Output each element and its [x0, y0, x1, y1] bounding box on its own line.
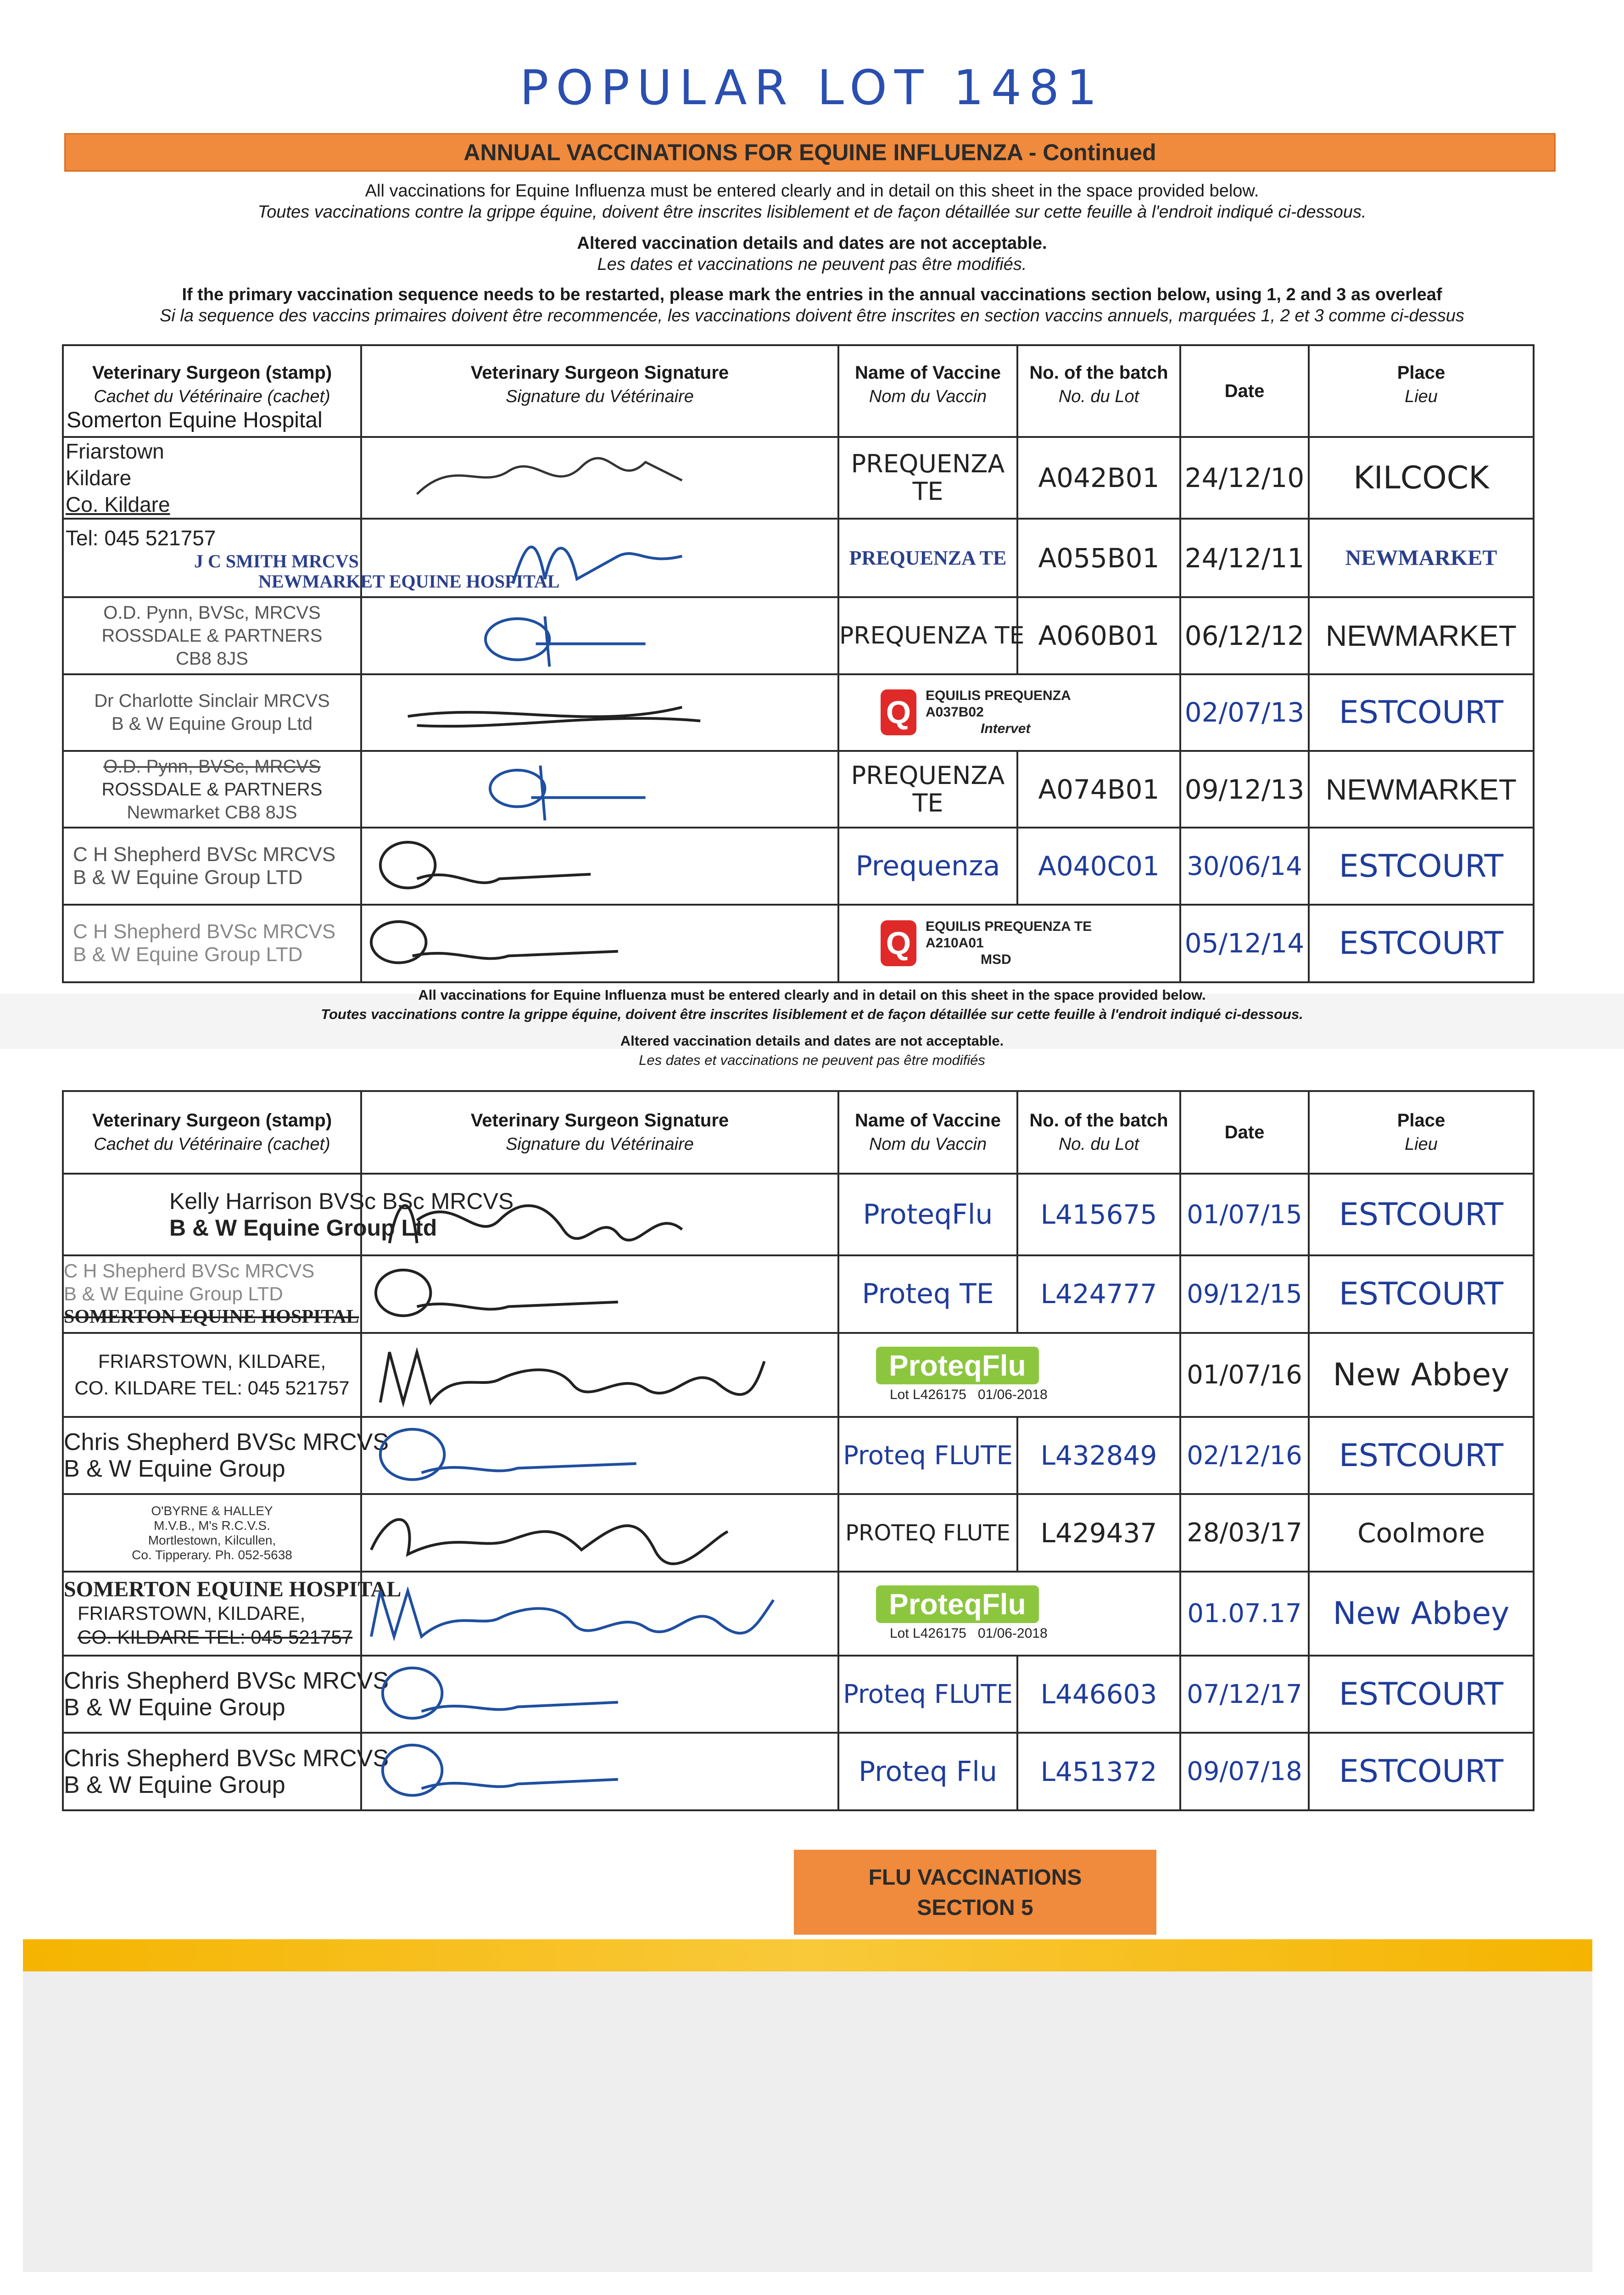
- signature: [361, 1255, 838, 1332]
- signature: [361, 1494, 838, 1571]
- vaccination-date: 06/12/12: [1180, 597, 1309, 674]
- vaccination-place: ESTCOURT: [1309, 1255, 1534, 1332]
- surgeon-stamp: Chris Shepherd BVSc MRCVS B & W Equine Group: [63, 1417, 361, 1494]
- table-row: [63, 751, 1534, 828]
- signature-scribble: [362, 1573, 837, 1655]
- vaccine-sticker: ProteqFlu Lot L426175 01/06-2018: [838, 1333, 1180, 1417]
- vaccination-place: ESTCOURT: [1309, 1656, 1534, 1733]
- vaccine-name: PREQUENZA TE: [838, 751, 1017, 828]
- batch-number: L429437: [1017, 1494, 1180, 1571]
- vaccination-date: 01.07.17: [1180, 1572, 1309, 1656]
- vaccine-name: PREQUENZA TE: [838, 519, 1017, 597]
- batch-number: A060B01: [1017, 597, 1180, 674]
- vaccine-name: ProteqFlu: [838, 1174, 1017, 1255]
- batch-number: L424777: [1017, 1255, 1180, 1332]
- vaccine-sticker: Q EQUILIS PREQUENZA A037B02 Intervet: [838, 674, 1180, 751]
- table-row: [63, 1656, 1534, 1733]
- vaccination-place: NEWMARKET: [1309, 597, 1534, 674]
- proteqflu-sticker: ProteqFlu: [876, 1347, 1039, 1384]
- signature: [361, 597, 838, 674]
- vaccine-name: Proteq Flu: [838, 1733, 1017, 1810]
- table-row: [63, 1174, 1534, 1255]
- signature-scribble: [362, 906, 837, 981]
- signature: [361, 1572, 838, 1656]
- header-vaccine: Name of Vaccine Nom du Vaccin: [838, 1091, 1017, 1174]
- mid-note-line1-fr: Toutes vaccinations contre la grippe équine, doivent être inscrites lisiblement et de façon détaillée sur cette feuille à l'endroit indiqué ci-dessous.: [321, 1006, 1303, 1022]
- q-logo-icon: Q: [881, 689, 916, 735]
- surgeon-stamp: Friarstown Kildare Co. Kildare: [63, 437, 361, 519]
- instruction-line1-en: All vaccinations for Equine Influenza must be entered clearly and in detail on this sheet in the space provided below.: [365, 181, 1259, 201]
- surgeon-stamp: O'BYRNE & HALLEY M.V.B., M's R.C.V.S. Mortlestown, Kilcullen, Co. Tipperary. Ph. 052-5638: [63, 1494, 361, 1571]
- vaccination-place: New Abbey: [1309, 1572, 1534, 1656]
- signature-scribble: [362, 1175, 837, 1254]
- header-place: Place Lieu: [1309, 345, 1534, 437]
- vaccination-place: ESTCOURT: [1309, 1733, 1534, 1810]
- vaccination-date: 09/12/15: [1180, 1255, 1309, 1332]
- vaccination-date: 01/07/15: [1180, 1174, 1309, 1255]
- header-batch: No. of the batch No. du Lot: [1017, 345, 1180, 437]
- signature-scribble: [362, 1256, 837, 1332]
- surgeon-stamp: SOMERTON EQUINE HOSPITAL FRIARSTOWN, KILDARE, CO. KILDARE TEL: 045 521757: [63, 1572, 361, 1656]
- vaccination-date: 02/12/16: [1180, 1417, 1309, 1494]
- signature: [361, 1417, 838, 1494]
- batch-number: L451372: [1017, 1733, 1180, 1810]
- signature: [361, 905, 838, 982]
- instruction-line3-en: If the primary vaccination sequence needs to be restarted, please mark the entries in the annual vaccinations section below, using 1, 2 and 3 as overleaf: [182, 285, 1442, 304]
- table-row: [63, 1572, 1534, 1656]
- signature-scribble: [362, 1418, 837, 1493]
- instruction-line2-en: Altered vaccination details and dates are not acceptable.: [577, 234, 1047, 253]
- signature-scribble: [362, 598, 837, 673]
- instruction-line3-fr: Si la sequence des vaccins primaires doivent être recommencée, les vaccinations doivent être inscrites en section vaccins annuels, marquées 1, 2 et 3 comme ci-dessus: [160, 306, 1464, 325]
- header-surgeon: Veterinary Surgeon (stamp) Cachet du Vétérinaire (cachet) Somerton Equine Hospital: [63, 345, 361, 437]
- proteqflu-sticker: ProteqFlu: [876, 1585, 1039, 1623]
- signature: [361, 1174, 838, 1255]
- batch-number: A042B01: [1017, 437, 1180, 519]
- vaccine-name: Proteq TE: [838, 1255, 1017, 1332]
- vaccination-table-1: [62, 344, 1535, 983]
- surgeon-stamp: O.D. Pynn, BVSc, MRCVS ROSSDALE & PARTNERS CB8 8JS: [63, 597, 361, 674]
- header-date: Date: [1180, 345, 1309, 437]
- mid-note-line1-en: All vaccinations for Equine Influenza must be entered clearly and in detail on this sheet in the space provided below.: [418, 987, 1206, 1003]
- signature: [361, 674, 838, 751]
- vaccination-table-2: [62, 1090, 1535, 1811]
- section-tab-line2: SECTION 5: [917, 1896, 1033, 1920]
- vaccine-name: PREQUENZA TE: [838, 437, 1017, 519]
- table-row: [63, 1333, 1534, 1417]
- vaccination-place: ESTCOURT: [1309, 1417, 1534, 1494]
- vaccination-place: ESTCOURT: [1309, 905, 1534, 982]
- surgeon-stamp: C H Shepherd BVSc MRCVS B & W Equine Group LTD: [63, 905, 361, 982]
- vaccination-date: 02/07/13: [1180, 674, 1309, 751]
- surgeon-stamp: O.D. Pynn, BVSc, MRCVS ROSSDALE & PARTNERS Newmarket CB8 8JS: [63, 751, 361, 828]
- batch-number: A055B01: [1017, 519, 1180, 597]
- section-tab: [794, 1850, 1156, 1935]
- surgeon-stamp: C H Shepherd BVSc MRCVS B & W Equine Group LTD: [63, 828, 361, 904]
- stamp-somerton: Somerton Equine Hospital: [67, 408, 323, 432]
- signature: [361, 437, 838, 519]
- surgeon-stamp: Dr Charlotte Sinclair MRCVS B & W Equine Group Ltd: [63, 674, 361, 751]
- signature: [361, 828, 838, 904]
- batch-number: L415675: [1017, 1174, 1180, 1255]
- batch-number: A074B01: [1017, 751, 1180, 828]
- vaccine-name: Proteq FLUTE: [838, 1417, 1017, 1494]
- vaccination-date: 09/12/13: [1180, 751, 1309, 828]
- vaccination-place: ESTCOURT: [1309, 1174, 1534, 1255]
- vaccination-place: NEWMARKET: [1309, 751, 1534, 828]
- vaccine-sticker: Q EQUILIS PREQUENZA TE A210A01 MSD: [838, 905, 1180, 982]
- instruction-line2-fr: Les dates et vaccinations ne peuvent pas être modifiés.: [597, 255, 1027, 274]
- vaccination-place: KILCOCK: [1309, 437, 1534, 519]
- surgeon-stamp: Kelly Harrison BVSc BSc MRCVS B & W Equine Group Ltd: [63, 1174, 361, 1255]
- vaccination-date: 07/12/17: [1180, 1656, 1309, 1733]
- signature-scribble: [362, 520, 837, 596]
- table-row: [63, 519, 1534, 597]
- header-signature: Veterinary Surgeon Signature Signature du Vétérinaire: [361, 1091, 838, 1174]
- vaccine-name: PROTEQ FLUTE: [838, 1494, 1017, 1571]
- section-tab-line1: FLU VACCINATIONS: [868, 1865, 1082, 1890]
- signature-scribble: [362, 1657, 837, 1732]
- signature: [361, 519, 838, 597]
- header-batch: No. of the batch No. du Lot: [1017, 1091, 1180, 1174]
- vaccine-sticker: ProteqFlu Lot L426175 01/06-2018: [838, 1572, 1180, 1656]
- table-row: [63, 1733, 1534, 1810]
- signature-scribble: [362, 828, 837, 903]
- vaccine-name: PREQUENZA TE: [838, 597, 1017, 674]
- table-row: [63, 828, 1534, 904]
- table-row: [63, 1417, 1534, 1494]
- yellow-divider-bar: [23, 1939, 1592, 1971]
- vaccination-place: New Abbey: [1309, 1333, 1534, 1417]
- vaccination-date: 05/12/14: [1180, 905, 1309, 982]
- signature-scribble: [362, 439, 837, 516]
- header-vaccine: Name of Vaccine Nom du Vaccin: [838, 345, 1017, 437]
- table-row: [63, 674, 1534, 751]
- batch-number: L432849: [1017, 1417, 1180, 1494]
- batch-number: A040C01: [1017, 828, 1180, 904]
- header-place: Place Lieu: [1309, 1091, 1534, 1174]
- signature-scribble: [362, 675, 837, 750]
- vaccine-name: Prequenza: [838, 828, 1017, 904]
- signature: [361, 1733, 838, 1810]
- vaccination-date: 09/07/18: [1180, 1733, 1309, 1810]
- instruction-line1-fr: Toutes vaccinations contre la grippe équine, doivent être inscrites lisiblement et de façon détaillée sur cette feuille à l'endroit indiqué ci-dessous.: [257, 202, 1367, 222]
- vaccine-name: Proteq FLUTE: [838, 1656, 1017, 1733]
- handwritten-lot-title: POPULAR LOT 1481: [519, 60, 1105, 116]
- surgeon-stamp: C H Shepherd BVSc MRCVS B & W Equine Group LTD SOMERTON EQUINE HOSPITAL: [63, 1255, 361, 1332]
- section-banner: ANNUAL VACCINATIONS FOR EQUINE INFLUENZA - Continued: [64, 133, 1556, 172]
- surgeon-stamp: Chris Shepherd BVSc MRCVS B & W Equine Group: [63, 1656, 361, 1733]
- vaccination-date: 30/06/14: [1180, 828, 1309, 904]
- table-row: [63, 597, 1534, 674]
- table-row: [63, 1494, 1534, 1571]
- header-signature: Veterinary Surgeon Signature Signature du Vétérinaire: [361, 345, 838, 437]
- signature-scribble: [362, 1334, 837, 1416]
- header-date: Date: [1180, 1091, 1309, 1174]
- signature-scribble: [362, 1734, 837, 1809]
- signature: [361, 1333, 838, 1417]
- signature: [361, 751, 838, 828]
- vaccination-place: Coolmore: [1309, 1494, 1534, 1571]
- signature-scribble: [362, 1495, 837, 1570]
- signature: [361, 1656, 838, 1733]
- vaccination-date: 24/12/10: [1180, 437, 1309, 519]
- vaccination-date: 28/03/17: [1180, 1494, 1309, 1571]
- blank-page-area: [23, 1971, 1592, 2272]
- surgeon-stamp: Chris Shepherd BVSc MRCVS B & W Equine Group: [63, 1733, 361, 1810]
- signature-scribble: [362, 752, 837, 827]
- mid-note-line2-fr: Les dates et vaccinations ne peuvent pas être modifiés: [639, 1052, 985, 1068]
- surgeon-stamp: FRIARSTOWN, KILDARE, CO. KILDARE TEL: 045 521757: [63, 1333, 361, 1417]
- table-row: [63, 1255, 1534, 1332]
- surgeon-stamp: Tel: 045 521757 J C SMITH MRCVS NEWMARKET EQUINE HOSPITAL: [63, 519, 361, 597]
- header-surgeon: Veterinary Surgeon (stamp) Cachet du Vétérinaire (cachet): [63, 1091, 361, 1174]
- table-row: [63, 437, 1534, 519]
- q-logo-icon: Q: [881, 920, 916, 966]
- table-row: [63, 905, 1534, 982]
- batch-number: L446603: [1017, 1656, 1180, 1733]
- vaccination-place: ESTCOURT: [1309, 674, 1534, 751]
- mid-note-line2-en: Altered vaccination details and dates are not acceptable.: [620, 1033, 1004, 1049]
- vaccination-date: 24/12/11: [1180, 519, 1309, 597]
- vaccination-place: ESTCOURT: [1309, 828, 1534, 904]
- vaccination-date: 01/07/16: [1180, 1333, 1309, 1417]
- vaccination-place: NEWMARKET: [1309, 519, 1534, 597]
